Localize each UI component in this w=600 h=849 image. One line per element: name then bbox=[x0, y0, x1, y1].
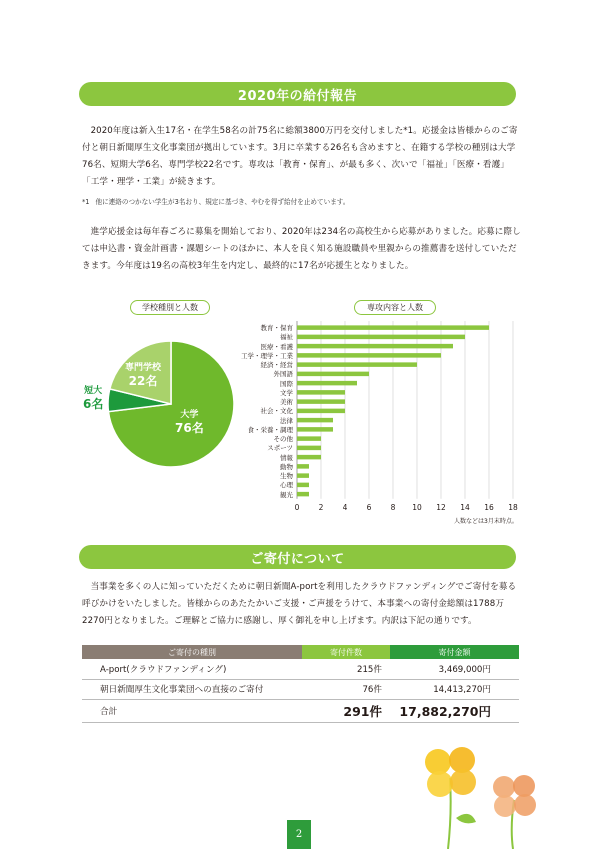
pie-label-vocational-count: 22名 bbox=[128, 373, 158, 388]
bar-chart-category-label: 食・栄養・調理 bbox=[247, 425, 293, 434]
cell-total-count: 291件 bbox=[302, 699, 390, 722]
orange-clover-icon bbox=[493, 775, 536, 817]
bar-chart-tick-label: 10 bbox=[412, 502, 422, 512]
cell-amount: 14,413,270円 bbox=[390, 679, 519, 699]
bar-chart-bar bbox=[297, 446, 321, 451]
section-title-donations-text: ご寄付について bbox=[250, 551, 345, 567]
bar-chart-bar bbox=[297, 372, 369, 377]
cell-amount: 3,469,000円 bbox=[390, 659, 519, 679]
clover-illustration bbox=[410, 738, 570, 849]
leaf-icon bbox=[456, 814, 476, 824]
bar-chart-footnote: 人数などは3月末時点。 bbox=[454, 518, 518, 525]
bar-chart-category-label: 外国語 bbox=[273, 370, 293, 379]
bar-chart-bar bbox=[297, 399, 345, 404]
bar-chart-category-label: 心理 bbox=[280, 481, 293, 490]
donation-paragraph: 当事業を多くの人に知っていただくために朝日新聞A-portを利用したクラウドファンディングでご寄付を募る呼びかけをいたしました。皆様からのあたたかいご支援・ご声援をうけて、本事業への寄付金総額は1788万2270円となりました。ご理解とご協力に感謝し、厚く御礼を申し上げます。内訳は下記の通りです。 bbox=[82, 582, 517, 626]
table-row bbox=[82, 679, 519, 699]
pie-label-vocational-name: 専門学校 bbox=[125, 363, 162, 373]
bar-chart-tick-label: 16 bbox=[484, 502, 494, 512]
donation-table bbox=[82, 645, 519, 723]
bar-chart-bar bbox=[297, 436, 321, 441]
bar-chart-category-label: 工学・理学・工業 bbox=[241, 351, 293, 360]
bar-chart-bar bbox=[297, 464, 309, 469]
bar-chart-bar bbox=[297, 473, 309, 478]
cell-count: 76件 bbox=[302, 679, 390, 699]
bar-chart-category-label: 観光 bbox=[280, 490, 293, 499]
cell-type: A-port(クラウドファンディング) bbox=[82, 659, 302, 679]
bar-chart-tick-label: 0 bbox=[294, 502, 300, 512]
bar-chart-bar bbox=[297, 427, 333, 432]
bar-chart-category-label: 美術 bbox=[280, 398, 293, 407]
bar-chart-category-label: 社会・文化 bbox=[260, 407, 293, 416]
bar-chart-bar bbox=[297, 390, 345, 395]
header-amount: 寄付金額 bbox=[390, 645, 519, 659]
header-count: 寄付件数 bbox=[302, 645, 390, 659]
bar-chart-bar bbox=[297, 325, 489, 330]
bar-chart-bar bbox=[297, 381, 357, 386]
bar-chart-category-label: 国際 bbox=[280, 379, 293, 388]
application-paragraph: 進学応援金は毎年春ごろに募集を開始しており、2020年は234名の高校生から応募がありました。応募に際しては申込書・資金計画書・課題シートのほかに、本人を良く知る施設職員や里親からの推薦書を送付していただきます。今年度は19名の高校3年生を内定し、最終的に17名が応援生となりました。 bbox=[82, 227, 521, 271]
bar-chart-category-label: スポーツ bbox=[267, 444, 293, 453]
bar-chart-category-label: 福祉 bbox=[280, 333, 293, 342]
table-total-row bbox=[82, 699, 519, 722]
bar-chart-category-label: 法律 bbox=[280, 416, 293, 425]
pie-chart-title-text: 学校種別と人数 bbox=[142, 303, 198, 312]
bar-chart-category-label: 教育・保育 bbox=[260, 324, 293, 333]
pie-label-junior-college-count: 6名 bbox=[83, 396, 104, 411]
bar-chart-bar bbox=[297, 418, 333, 423]
bar-chart-category-label: 経済・経営 bbox=[260, 361, 293, 370]
grant-report-paragraph: 2020年度は新入生17名・在学生58名の計75名に総額3800万円を交付しました*1。応援金は皆様からのご寄付と朝日新聞厚生文化事業団が拠出しています。3月に卒業する26名も含めますと、在籍する学校の種別は大学76名、短期大学6名、専門学校22名です。専攻は「教育・保育」、が最も多く、次いで「福祉」「医療・看護」「工学・理学・工業」が続きます。 bbox=[82, 126, 518, 187]
footnote-mark: *1 bbox=[82, 198, 90, 206]
bar-chart-tick-label: 8 bbox=[390, 502, 396, 512]
bar-chart-category-label: 情報 bbox=[280, 453, 293, 462]
pie-label-university-name: 大学 bbox=[180, 410, 199, 420]
bar-chart-bar bbox=[297, 362, 417, 367]
bar-chart-tick-label: 14 bbox=[460, 502, 470, 512]
section-title-donations bbox=[79, 545, 516, 569]
bar-chart-category-label: 医療・看護 bbox=[260, 342, 293, 351]
bar-chart-category-label: 文学 bbox=[280, 388, 293, 397]
bar-chart-bar bbox=[297, 409, 345, 414]
pie-label-junior-college-name: 短大 bbox=[84, 386, 103, 396]
bar-chart-tick-label: 4 bbox=[342, 502, 348, 512]
bar-chart-category-label: 生物 bbox=[280, 472, 293, 481]
bar-chart-bar bbox=[297, 335, 465, 340]
cell-total-amount: 17,882,270円 bbox=[390, 699, 519, 722]
pie-label-university-count: 76名 bbox=[175, 420, 204, 435]
bar-chart-tick-label: 6 bbox=[366, 502, 372, 512]
bar-chart-bar bbox=[297, 483, 309, 488]
table-header-row bbox=[82, 645, 519, 659]
bar-chart-tick-label: 18 bbox=[508, 502, 518, 512]
bar-chart-bar bbox=[297, 353, 441, 358]
cell-count: 215件 bbox=[302, 659, 390, 679]
bar-chart-bar bbox=[297, 455, 321, 460]
cell-total-label: 合計 bbox=[82, 699, 302, 722]
section-title-text: 2020年の給付報告 bbox=[237, 88, 358, 104]
page-number: 2 bbox=[287, 820, 311, 849]
bar-chart-title-text: 専攻内容と人数 bbox=[367, 303, 423, 312]
table-row bbox=[82, 659, 519, 679]
bar-chart-tick-label: 12 bbox=[436, 502, 446, 512]
bar-chart-bar bbox=[297, 492, 309, 497]
bar-chart-tick-label: 2 bbox=[318, 502, 324, 512]
footnote-text: 他に連絡のつかない学生が3名おり、規定に基づき、やむを得ず給付を止めています。 bbox=[95, 198, 350, 206]
cell-type: 朝日新聞厚生文化事業団への直接のご寄付 bbox=[82, 679, 302, 699]
bar-chart-category-label: 動物 bbox=[280, 462, 293, 471]
header-type: ご寄付の種別 bbox=[82, 645, 302, 659]
yellow-clover-icon bbox=[425, 747, 476, 797]
bar-chart-bar bbox=[297, 344, 453, 349]
bar-chart-category-label: その他 bbox=[273, 435, 293, 444]
